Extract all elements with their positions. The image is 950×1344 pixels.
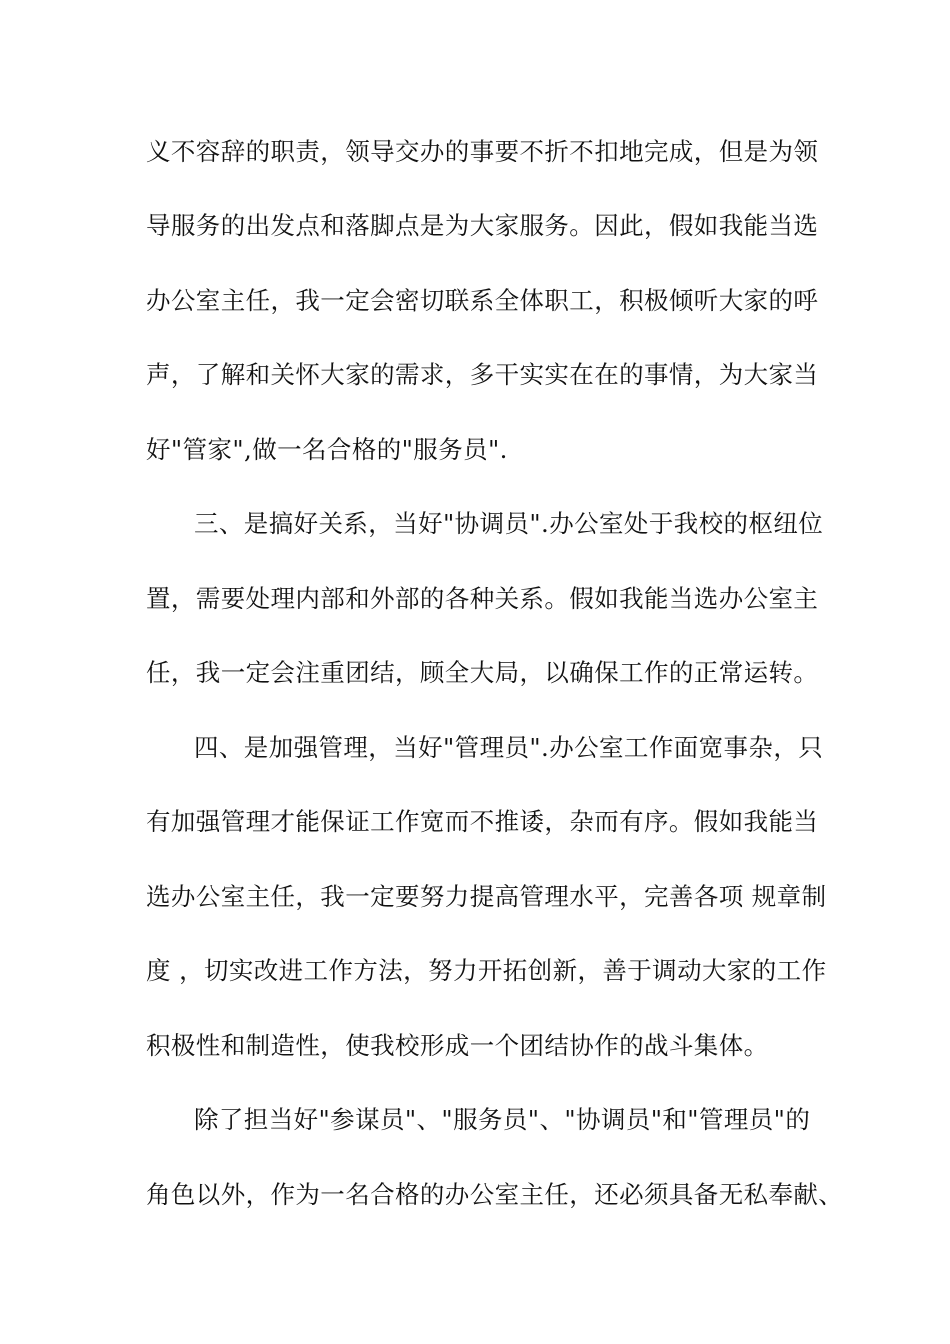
text-line: 任，我一定会注重团结，顾全大局，以确保工作的正常运转。 [146,658,819,687]
text-line: 度 ，切实改进工作方法，努力开拓创新，善于调动大家的工作 [146,956,827,985]
text-line: 导服务的出发点和落脚点是为大家服务。因此，假如我能当选 [146,211,819,240]
text-line: 有加强管理才能保证工作宽而不推诿，杂而有序。假如我能当 [146,807,819,836]
paragraph-start-line: 四、是加强管理，当好"管理员".办公室工作面宽事杂，只 [194,733,824,762]
text-line: 角色以外，作为一名合格的办公室主任，还必须具备无私奉献、 [146,1180,844,1209]
text-line: 好"管家",做一名合格的"服务员". [146,435,508,464]
text-line: 声，了解和关怀大家的需求，多干实实在在的事情，为大家当 [146,360,819,389]
text-line: 办公室主任，我一定会密切联系全体职工，积极倾听大家的呼 [146,286,819,315]
text-line: 选办公室主任，我一定要努力提高管理水平，完善各项 规章制 [146,882,827,911]
text-line: 置，需要处理内部和外部的各种关系。假如我能当选办公室主 [146,584,819,613]
paragraph-start-line: 除了担当好"参谋员"、"服务员"、"协调员"和"管理员"的 [194,1105,811,1134]
text-line: 义不容辞的职责，领导交办的事要不折不扣地完成，但是为领 [146,137,819,166]
paragraph-start-line: 三、是搞好关系，当好"协调员".办公室处于我校的枢纽位 [194,509,824,538]
text-line: 积极性和制造性，使我校形成一个团结协作的战斗集体。 [146,1031,769,1060]
